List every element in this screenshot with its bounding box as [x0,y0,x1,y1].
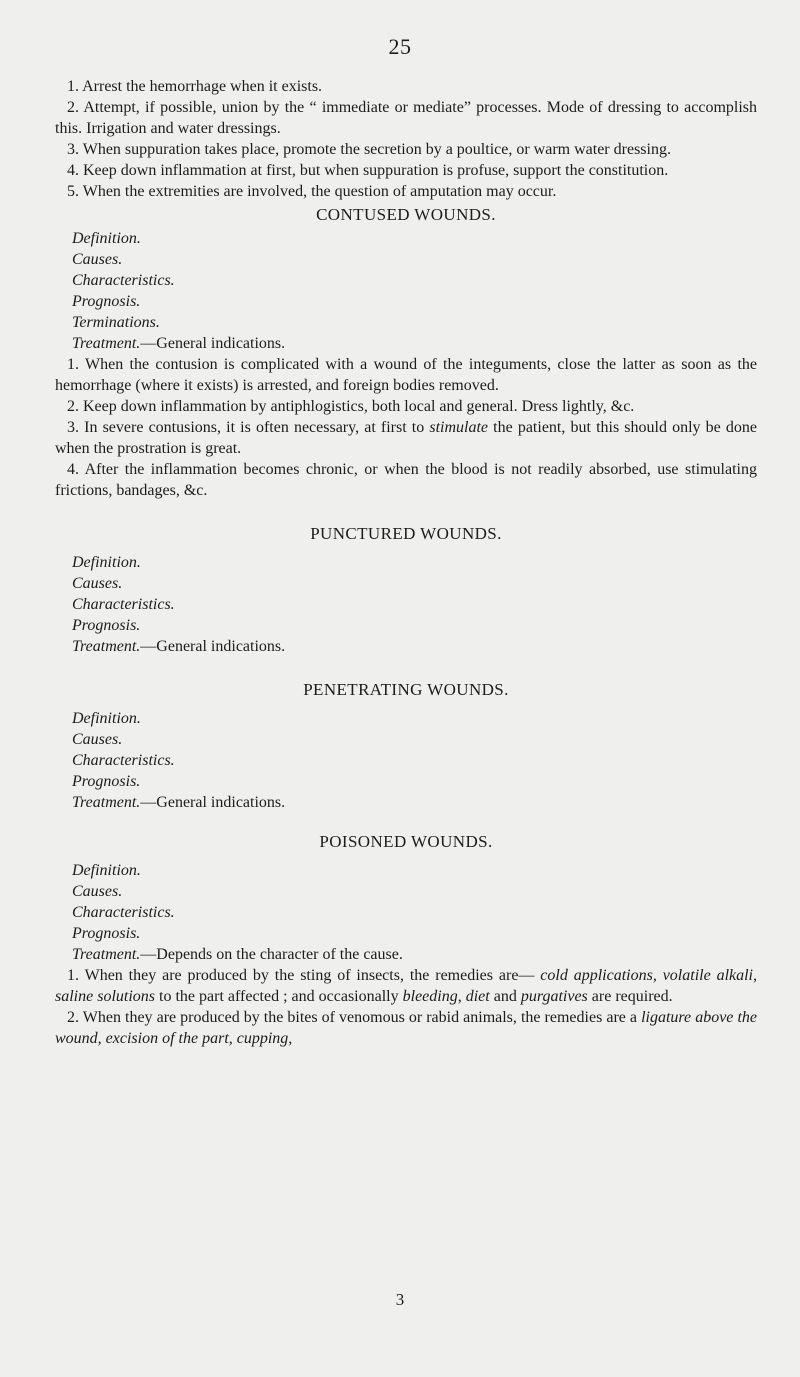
contused-definition: Definition. [72,230,141,247]
poisoned-item-2-emphasis: ligature above the wound, excision of the part, cupping, [55,1009,757,1047]
poisoned-treatment-label: Treatment. [72,946,141,963]
signature-mark: 3 [395,1290,405,1309]
intro-item-3: 3. When suppuration takes place, promote the secretion by a poultice, or warm water dressing. [67,141,671,158]
contused-causes: Causes. [72,251,123,268]
poisoned-item-1-emphasis-a: cold applications, volatile alkali, saline solutions [55,967,758,1005]
poisoned-item-1-emphasis-b: bleeding, diet [402,988,490,1005]
contused-item-1: 1. When the contusion is complicated with a wound of the integuments, close the latter as soon as the hemorrhage (where it exists) is arrested, and foreign bodies removed. [55,356,757,394]
penetrating-subheads [55,708,757,813]
punctured-subheads [55,552,757,657]
punctured-causes: Causes. [72,575,123,592]
contused-wounds-heading: CONTUSED WOUNDS. [316,205,496,224]
contused-prognosis: Prognosis. [72,293,141,310]
intro-item-4: 4. Keep down inflammation at first, but when suppuration is profuse, support the constitution. [67,162,669,179]
penetrating-treatment-text: —General indications. [140,794,286,811]
poisoned-item-1 [55,965,757,1007]
penetrating-wounds-heading: PENETRATING WOUNDS. [303,680,509,699]
penetrating-treatment [72,792,757,813]
poisoned-item-2 [55,1007,757,1049]
poisoned-item-1-text-c: and [489,988,521,1005]
penetrating-characteristics: Characteristics. [72,752,175,769]
punctured-wounds-heading: PUNCTURED WOUNDS. [310,524,502,543]
penetrating-prognosis: Prognosis. [72,773,141,790]
punctured-definition: Definition. [72,554,141,571]
contused-item-3-text-a: 3. In severe contusions, it is often necessary, at first to [67,419,430,436]
contused-item-4: 4. After the inflammation becomes chronic, or when the blood is not readily absorbed, use stimulating frictions, bandages, &c. [55,461,757,499]
contused-terminations: Terminations. [72,314,160,331]
intro-item-1: 1. Arrest the hemorrhage when it exists. [67,78,323,95]
poisoned-item-1-text-b: to the part affected ; and occasionally [155,988,403,1005]
poisoned-prognosis: Prognosis. [72,925,141,942]
contused-item-3-text-b: the patient, but this should only be done when the prostration is great. [55,419,757,457]
page-body [55,76,757,1049]
penetrating-treatment-label: Treatment. [72,794,141,811]
penetrating-causes: Causes. [72,731,123,748]
page-number: 25 [388,34,412,59]
contused-item-2: 2. Keep down inflammation by antiphlogistics, both local and general. Dress lightly, &c. [67,398,635,415]
punctured-prognosis: Prognosis. [72,617,141,634]
punctured-treatment-text: —General indications. [140,638,286,655]
poisoned-item-1-text-d: are required. [587,988,673,1005]
poisoned-causes: Causes. [72,883,123,900]
punctured-characteristics: Characteristics. [72,596,175,613]
penetrating-definition: Definition. [72,710,141,727]
poisoned-item-2-text: 2. When they are produced by the bites of venomous or rabid animals, the remedies are a [67,1009,642,1026]
poisoned-characteristics: Characteristics. [72,904,175,921]
punctured-treatment-label: Treatment. [72,638,141,655]
poisoned-subheads [55,860,757,965]
contused-item-3-emphasis: stimulate [429,419,489,436]
contused-treatment [72,333,757,354]
contused-item-3 [55,417,757,459]
intro-item-2: 2. Attempt, if possible, union by the “ immediate or mediate” processes. Mode of dressing to accomplish this. Irrigation and water dressings. [55,99,757,137]
intro-item-5: 5. When the extremities are involved, the question of amputation may occur. [67,183,557,200]
poisoned-item-1-text-a: 1. When they are produced by the sting of insects, the remedies are— [67,967,541,984]
poisoned-wounds-heading: POISONED WOUNDS. [319,832,493,851]
contused-characteristics: Characteristics. [72,272,175,289]
contused-subheads [55,228,757,354]
poisoned-definition: Definition. [72,862,141,879]
poisoned-treatment-text: —Depends on the character of the cause. [140,946,403,963]
poisoned-item-1-emphasis-c: purgatives [520,988,588,1005]
punctured-treatment [72,636,757,657]
contused-treatment-text: —General indications. [140,335,286,352]
contused-treatment-label: Treatment. [72,335,141,352]
poisoned-treatment [72,944,757,965]
